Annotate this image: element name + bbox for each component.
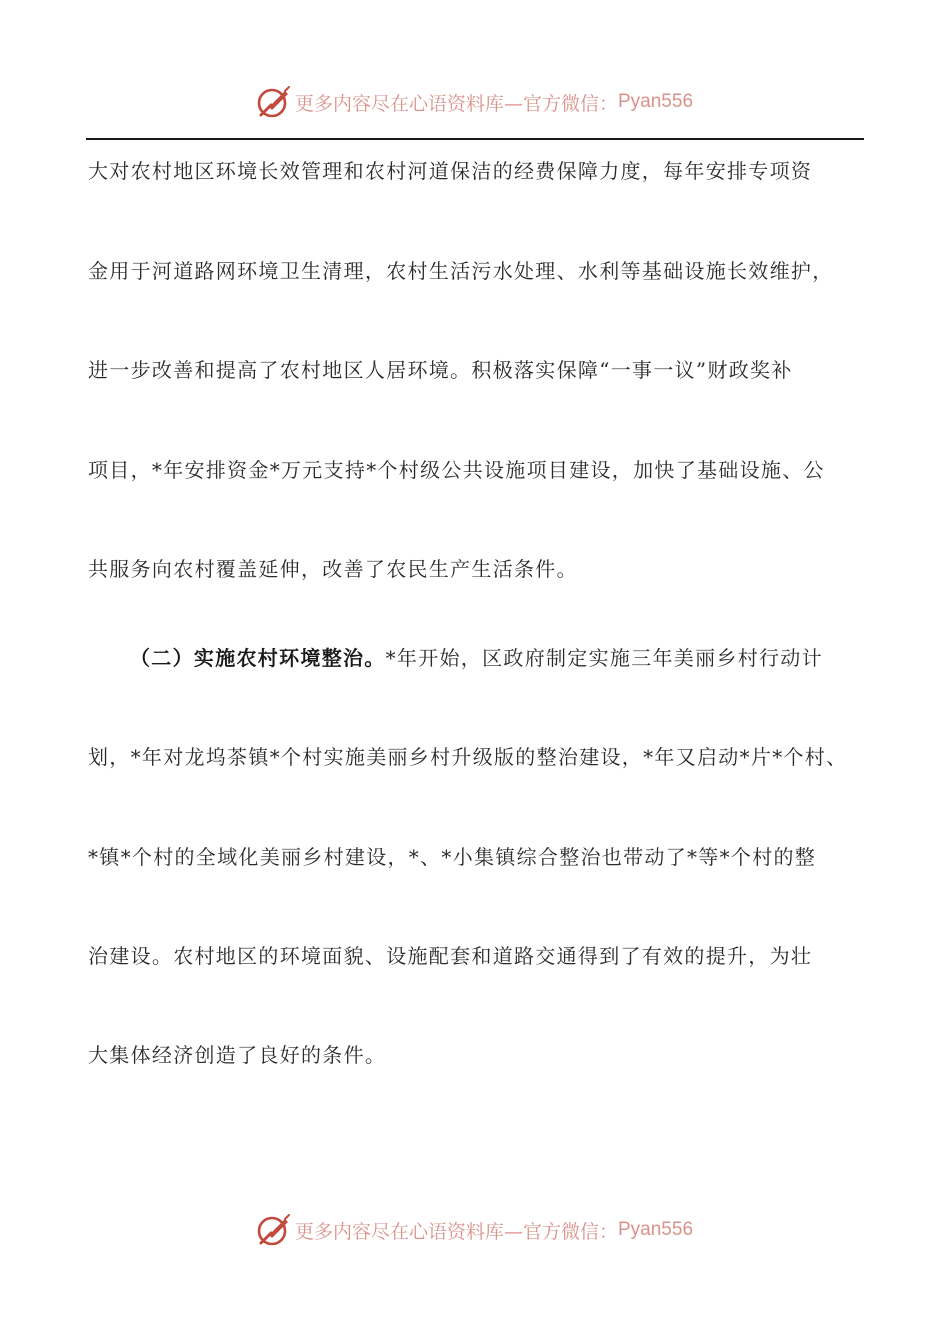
header-banner-wechat-id: Pyan556 xyxy=(618,91,694,112)
body-line: 大对农村地区环境长效管理和农村河道保洁的经费保障力度，每年安排专项资 xyxy=(88,159,813,183)
body-line: 进一步改善和提高了农村地区人居环境。积极落实保障“一事一议”财政奖补 xyxy=(88,358,793,382)
section-heading: （二）实施农村环境整治。 xyxy=(130,646,386,670)
header-banner xyxy=(0,80,950,124)
section-line: 划，*年对龙坞茶镇*个村实施美丽乡村升级版的整治建设，*年又启动*片*个村、 xyxy=(88,745,848,769)
pen-logo-icon xyxy=(257,85,291,119)
section-line: 大集体经济创造了良好的条件。 xyxy=(88,1043,387,1067)
body-line: 项目，*年安排资金*万元支持*个村级公共设施项目建设，加快了基础设施、公 xyxy=(88,458,825,482)
footer-banner xyxy=(0,1208,950,1252)
header-banner-text: 更多内容尽在心语资料库—官方微信： xyxy=(294,92,618,115)
pen-logo-icon xyxy=(257,1213,291,1247)
body-line: 共服务向农村覆盖延伸，改善了农民生产生活条件。 xyxy=(88,557,578,581)
footer-banner-wechat-id: Pyan556 xyxy=(618,1219,694,1240)
section-line: 治建设。农村地区的环境面貌、设施配套和道路交通得到了有效的提升，为壮 xyxy=(88,944,813,968)
section-line: *镇*个村的全域化美丽乡村建设，*、*小集镇综合整治也带动了*等*个村的整 xyxy=(88,845,817,869)
section-first-line xyxy=(130,643,920,673)
header-rule xyxy=(86,138,864,140)
body-line: 金用于河道路网环境卫生清理，农村生活污水处理、水利等基础设施长效维护， xyxy=(88,259,834,283)
section-first-line-text: *年开始，区政府制定实施三年美丽乡村行动计 xyxy=(385,646,823,670)
footer-banner-text: 更多内容尽在心语资料库—官方微信： xyxy=(294,1220,618,1243)
